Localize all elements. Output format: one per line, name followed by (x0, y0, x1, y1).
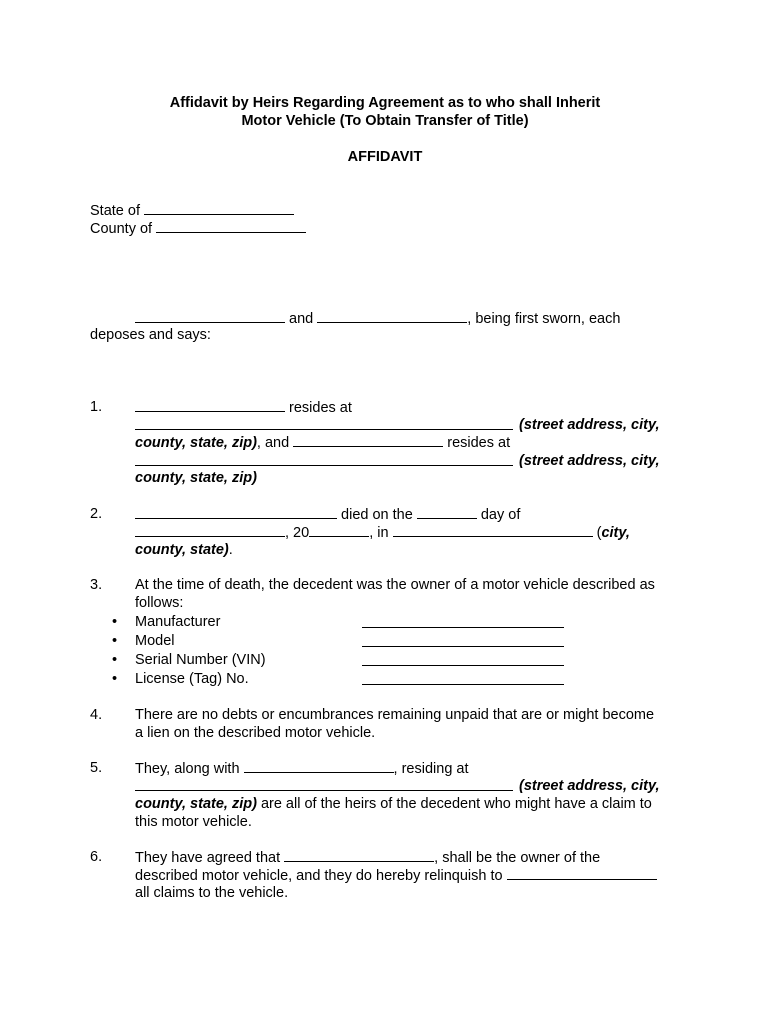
item5-line1 (135, 759, 469, 778)
bullet-glyph: • (112, 633, 118, 649)
vehicle-model-label: Model (135, 633, 175, 649)
item1-and: , and (256, 435, 290, 451)
item6-agreed-that: They have agreed that (135, 850, 281, 866)
item6-relinquish: described motor vehicle, and they do hereby relinquish to (135, 868, 503, 884)
item5-line3 (135, 795, 652, 813)
vehicle-manufacturer-blank[interactable] (362, 627, 564, 628)
item1-resides-at: resides at (289, 400, 352, 416)
relinquish-to-blank[interactable] (507, 866, 657, 880)
item6-line3: all claims to the vehicle. (135, 885, 289, 901)
item2-comma-20: , 20 (285, 525, 310, 541)
item1-address-label-2: (street address, city, (519, 453, 660, 469)
item5-address-label: (street address, city, (519, 778, 660, 794)
intro-sworn: , being first sworn, each (467, 311, 621, 327)
state-of-label: State of (90, 203, 140, 219)
item2-line1 (135, 505, 520, 524)
item2-day-of: day of (480, 507, 521, 523)
county-of-label: County of (90, 221, 153, 237)
item2-city-open: ( (596, 525, 602, 541)
bullet-glyph: • (112, 614, 118, 630)
vehicle-vin-label: Serial Number (VIN) (135, 652, 266, 668)
other-heir-name-blank[interactable] (244, 759, 394, 773)
affidavit-heading: AFFIDAVIT (347, 149, 423, 165)
item2-in: , in (369, 525, 389, 541)
item6-line1 (135, 848, 600, 867)
item-number-5: 5. (90, 760, 103, 776)
item4-line1: There are no debts or encumbrances remaining unpaid that are or might become (135, 707, 655, 723)
other-heir-address-blank[interactable] (135, 790, 513, 791)
item4-line2: a lien on the described motor vehicle. (135, 725, 376, 741)
state-blank[interactable] (144, 201, 294, 215)
decedent-name-blank[interactable] (135, 505, 337, 519)
death-month-blank[interactable] (135, 523, 285, 537)
heir2-name-blank[interactable] (293, 433, 443, 447)
death-day-blank[interactable] (417, 505, 477, 519)
item-number-3: 3. (90, 577, 103, 593)
vehicle-model-blank[interactable] (362, 646, 564, 647)
item1-county-state-zip-2: county, state, zip) (135, 470, 257, 486)
vehicle-manufacturer-label: Manufacturer (135, 614, 221, 630)
item-number-2: 2. (90, 506, 103, 522)
document-title-line1: Affidavit by Heirs Regarding Agreement as to who shall Inherit (169, 95, 601, 111)
state-of-line (90, 201, 294, 220)
heir2-address-blank[interactable] (135, 465, 513, 466)
deposes-text: deposes and says: (90, 327, 211, 343)
item1-county-state-zip: county, state, zip) (135, 435, 257, 451)
item5-residing-at: , residing at (393, 761, 469, 777)
county-blank[interactable] (156, 219, 306, 233)
item6-shall-be: , shall be the owner of the (434, 850, 601, 866)
item5-county-state-zip: county, state, zip) (135, 796, 257, 812)
heir1-address-blank[interactable] (135, 429, 513, 430)
item2-city: city, (601, 525, 630, 541)
item5-heirs-text: are all of the heirs of the decedent who might have a claim to (256, 796, 652, 812)
item1-address-label: (street address, city, (519, 417, 660, 433)
bullet-glyph: • (112, 652, 118, 668)
document-title-line2: Motor Vehicle (To Obtain Transfer of Title) (241, 113, 529, 129)
item2-county-state: county, state) (135, 542, 229, 558)
item3-line2: follows: (135, 595, 184, 611)
heir1-name-blank[interactable] (135, 398, 285, 412)
item2-period: . (228, 542, 233, 558)
item5-along-with: They, along with (135, 761, 240, 777)
item3-line1: At the time of death, the decedent was the owner of a motor vehicle described as (135, 577, 655, 593)
item1-resides-at-2: resides at (447, 435, 511, 451)
item1-line1 (135, 398, 352, 417)
intro-and: and (289, 311, 314, 327)
affiant2-name-blank[interactable] (317, 309, 467, 323)
item5-line4: this motor vehicle. (135, 814, 252, 830)
county-of-line (90, 219, 306, 238)
new-owner-name-blank[interactable] (284, 848, 434, 862)
item6-line2 (135, 866, 657, 885)
affiant1-name-blank[interactable] (135, 309, 285, 323)
death-year-blank[interactable] (309, 523, 369, 537)
vehicle-license-blank[interactable] (362, 684, 564, 685)
item-number-6: 6. (90, 849, 103, 865)
item-number-4: 4. (90, 707, 103, 723)
death-place-blank[interactable] (393, 523, 593, 537)
vehicle-license-label: License (Tag) No. (135, 671, 249, 687)
item2-line2 (135, 523, 630, 542)
vehicle-vin-blank[interactable] (362, 665, 564, 666)
item-number-1: 1. (90, 399, 103, 415)
item1-line3 (135, 433, 510, 452)
item2-line3 (135, 541, 233, 559)
item2-died-on: died on the (341, 507, 413, 523)
bullet-glyph: • (112, 671, 118, 687)
